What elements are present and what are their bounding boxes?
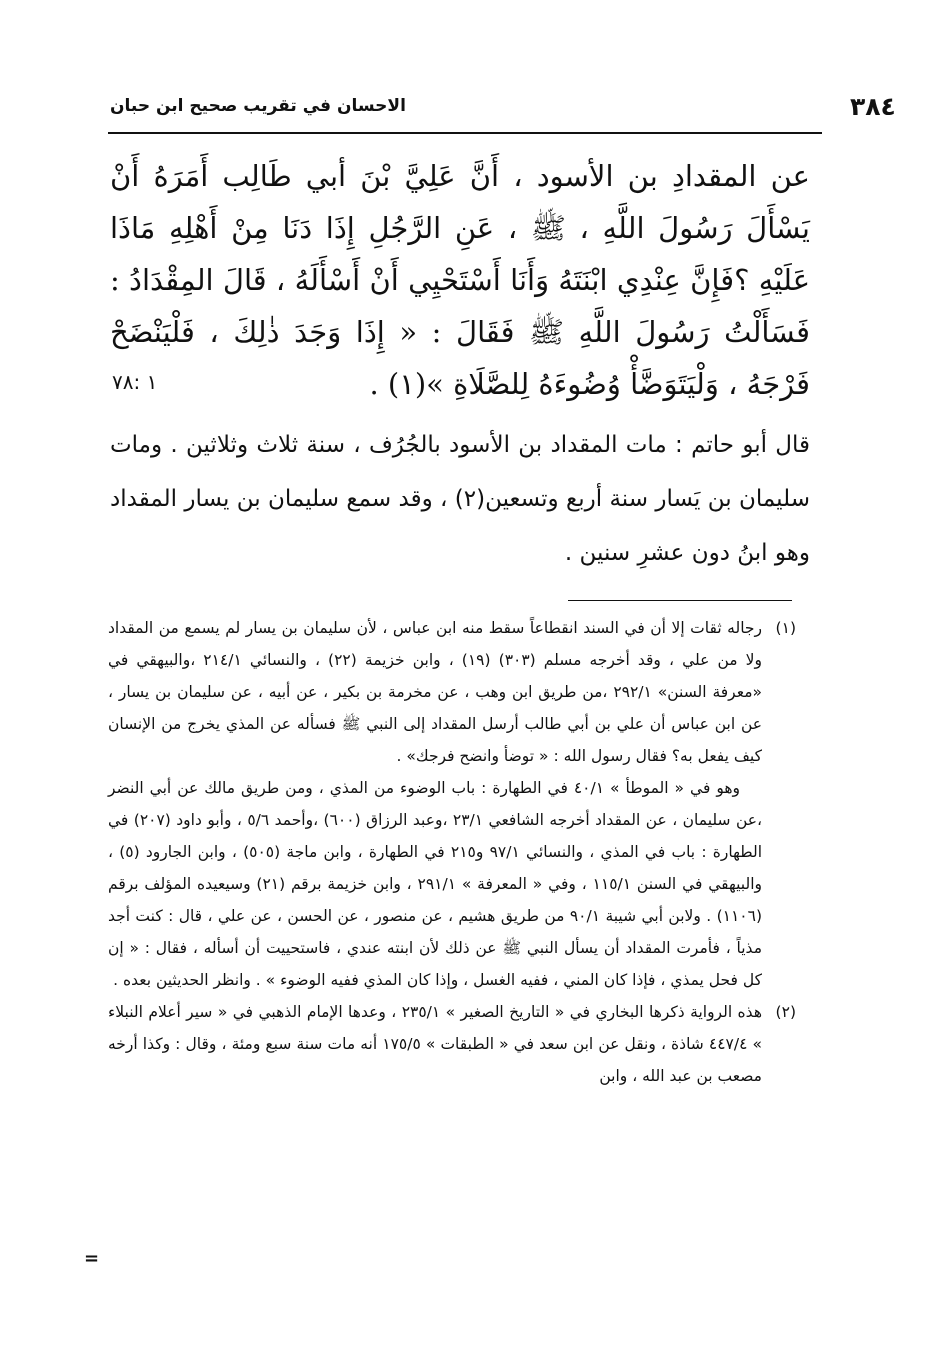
commentary-block — [110, 418, 810, 580]
footnote-1-continuation: وهو في « الموطأ » ٤٠/١ في الطهارة : باب الوضوء من المذي ، ومن طريق مالك عن أبي النضر ،عن سليمان ، عن المقداد أخرجه الشافعي ٢٣/١ ،وعبد الرزاق (٦٠٠) ،وأحمد ٥/٦ ، وأبو داود (٢٠٧) في الطهارة : باب في المذي ، والنسائي ٩٧/١ و٢١٥ في الطهارة ، وابن ماجة (٥٠٥) ، وابن الجارود (٥) ، والبيهقي في السنن ١١٥/١ ، وفي « المعرفة » ٢٩١/١ ، وابن خزيمة برقم (٢١) وسيعيده المؤلف برقم (١١٠٦) . ولابن أبي شيبة ٩٠/١ من طريق هشيم ، عن منصور ، عن الحسن ، عن علي ، قال : كنت أجد مذياً ، فأمرت المقداد أن يسأل النبي ﷺ عن ذلك لأن ابنته عندي ، فاستحييت أن أسأله ، فقال : « إن كل فحل يمذي ، فإذا كان المني ، ففيه الغسل ، وإذا كان المذي ففيه الوضوء » . وانظر الحديثين بعده . — [108, 779, 763, 989]
hadith-reference: ١ :٧٨ — [112, 370, 158, 394]
running-title: الاحسان في تقريب صحيح ابن حبان — [110, 96, 406, 116]
continuation-mark: = — [84, 1248, 100, 1269]
header-rule — [108, 132, 822, 134]
page-number: ٣٨٤ — [850, 92, 896, 121]
footnote-1 — [108, 612, 796, 772]
footnote-1-marker: (١) — [775, 619, 796, 637]
footnote-1-text: رجاله ثقات إلا أن في السند انقطاعاً سقط منه ابن عباس ، لأن سليمان بن يسار لم يسمع من المقداد ولا من علي ، وقد أخرجه مسلم (٣٠٣) (١٩) ، وابن خزيمة (٢٢) ، والنسائي ٢١٤/١ ،والبيهقي في «معرفة السنن» ٢٩٢/١ ،من طريق ابن وهب ، عن مخرمة بن بكير ، عن أبيه ، عن سليمان بن يسار ، عن ابن عباس أن علي بن أبي طالب أرسل المقداد إلى النبي ﷺ فسأله عن المذي يخرج من الإنسان كيف يفعل به؟ فقال رسول الله : « توضأ وانضح فرجك» . — [108, 619, 762, 765]
footnote-2-marker: (٢) — [775, 1003, 796, 1021]
footnote-separator — [568, 600, 792, 601]
footnote-2 — [108, 996, 796, 1092]
footnote-2-text: هذه الرواية ذكرها البخاري في « التاريخ الصغير » ٢٣٥/١ ، وعدها الإمام الذهبي في « سير أعلام النبلاء » ٤٤٧/٤ شاذة ، ونقل عن ابن سعد في « الطبقات » ١٧٥/٥ أنه مات سنة سبع ومئة ، وقال : وكذا أرخه مصعب بن عبد الله ، وابن — [108, 1003, 762, 1085]
commentary-text: قال أبو حاتم : مات المقداد بن الأسود بالجُرُف ، سنة ثلاث وثلاثين . ومات سليمان بن يَسار سنة أربع وتسعين(٢) ، وقد سمع سليمان بن يسار المقداد وهو ابنُ دون عشرِ سنين . — [110, 432, 810, 566]
footnotes-block — [108, 612, 796, 1092]
page-header — [110, 92, 896, 124]
hadith-text-block — [110, 150, 810, 410]
hadith-text: عن المقدادِ بن الأسود ، أَنَّ عَلِيَّ بْنَ أبي طَالِب أَمَرَهُ أَنْ يَسْأَلَ رَسُولَ اللَّهِ ، ﷺ ، عَنِ الرَّجُلِ إِذَا دَنَا مِنْ أَهْلِهِ مَاذَا عَلَيْهِ ؟فَإِنَّ عِنْدِي ابْنَتَهُ وَأَنَا أَسْتَحْيِي أَنْ أَسْأَلَهُ ، قَالَ المِقْدَادُ : فَسَأَلْتُ رَسُولَ اللَّهِ ﷺ فَقَالَ : « إِذَا وَجَدَ ذٰلِكَ ، فَلْيَنْضَحْ فَرْجَهُ ، وَلْيَتَوَضَّأْ وُضُوءَهُ لِلصَّلَاةِ »(١) . — [110, 159, 810, 401]
